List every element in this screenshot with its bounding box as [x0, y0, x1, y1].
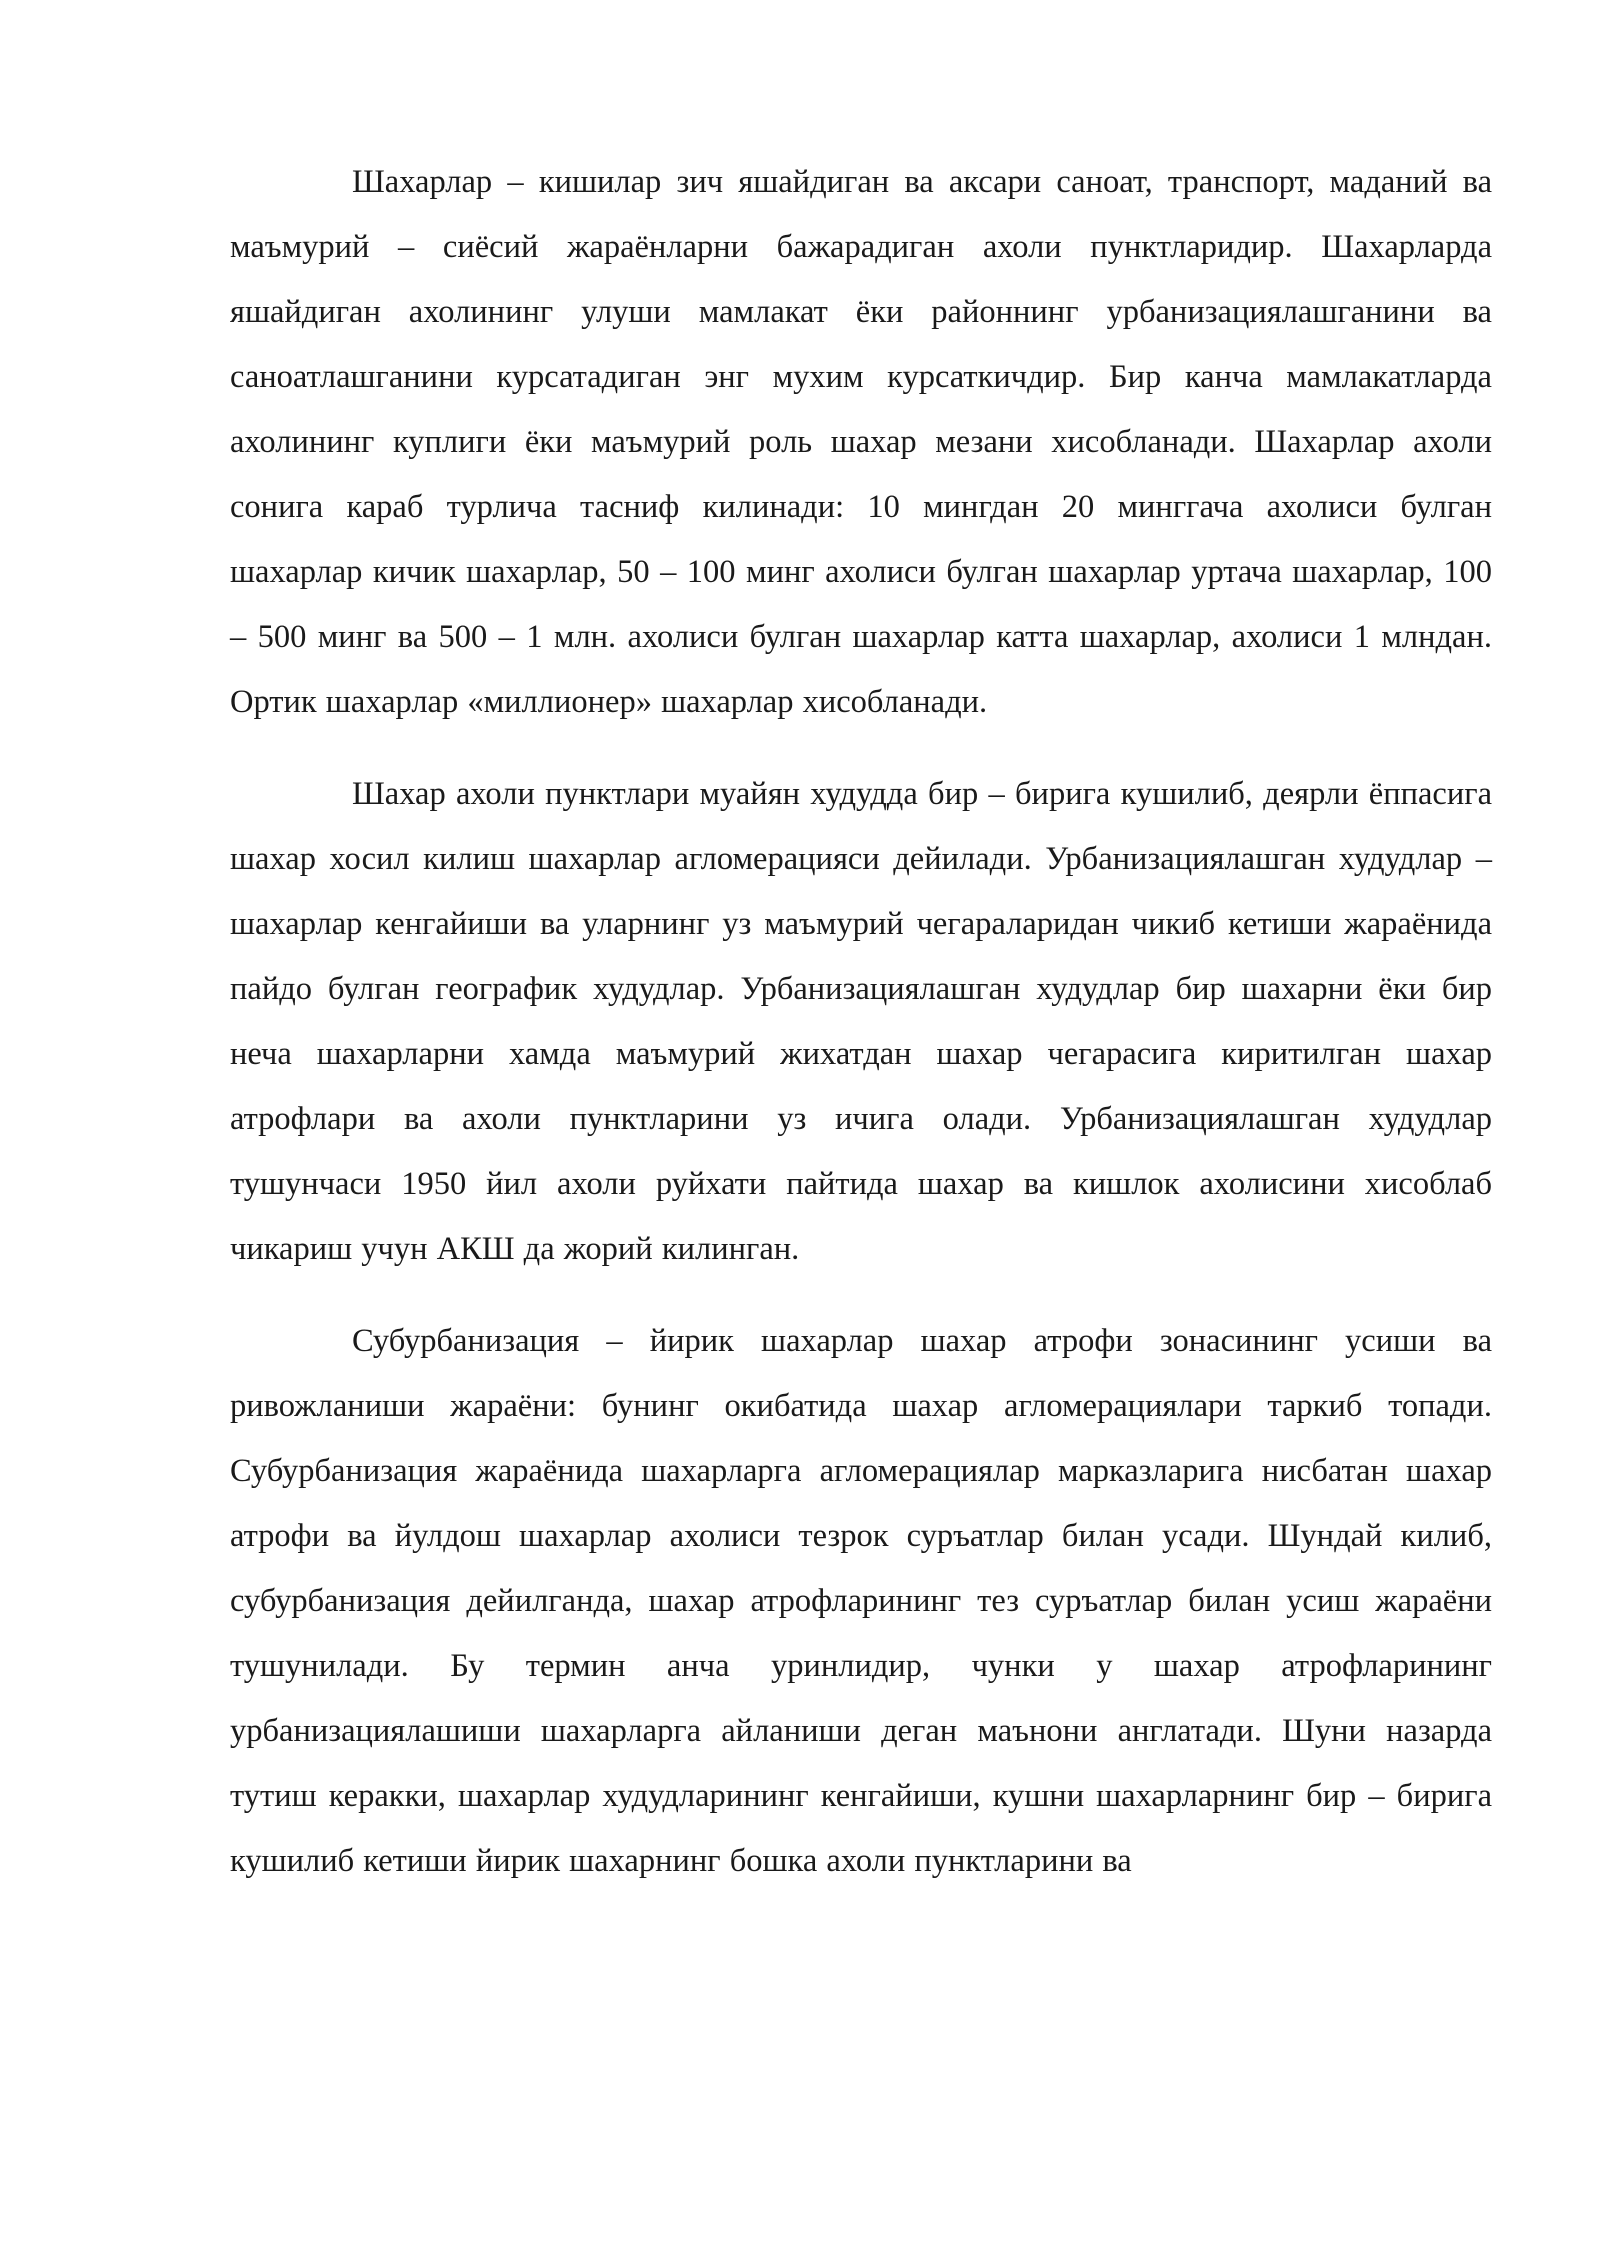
paragraph-urban-agglomeration: Шахар ахоли пунктлари муайян худудда бир – бирига кушилиб, деярли ёппасига шахар хосил килиш шахарлар агломерацияси дейилади. Урбанизациялашган худудлар – шахарлар кенгайиши ва уларнинг уз маъмурий чегараларидан чикиб кетиши жараёнида пайдо булган географик худудлар. Урбанизациялашган худудлар бир шахарни ёки бир неча шахарларни хамда маъмурий жихатдан шахар чегарасига киритилган шахар атрофлари ва ахоли пунктларини уз ичига олади. Урбанизациялашган худудлар тушунчаси 1950 йил ахоли руйхати пайтида шахар ва кишлок ахолисини хисоблаб чикариш учун АКШ да жорий килинган.: [230, 776, 1492, 1267]
paragraph-cities-definition: Шахарлар – кишилар зич яшайдиган ва аксари саноат, транспорт, маданий ва маъмурий – сиёсий жараёнларни бажарадиган ахоли пунктларидир. Шахарларда яшайдиган ахолининг улуши мамлакат ёки районнинг урбанизациялашганини ва саноатлашганини курсатадиган энг мухим курсаткичдир. Бир канча мамлакатларда ахолининг куплиги ёки маъмурий роль шахар мезани хисобланади. Шахарлар ахоли сонига караб турлича тасниф килинади: 10 мингдан 20 минггача ахолиси булган шахарлар кичик шахарлар, 50 – 100 минг ахолиси булган шахарлар уртача шахарлар, 100 – 500 минг ва 500 – 1 млн. ахолиси булган шахарлар катта шахарлар, ахолиси 1 млндан. Ортик шахарлар «миллионер» шахарлар хисобланади.: [230, 164, 1492, 720]
document-body: [230, 150, 1492, 1921]
paragraph-suburbanization: Субурбанизация – йирик шахарлар шахар атрофи зонасининг усиши ва ривожланиши жараёни: бунинг окибатида шахар агломерациялари таркиб топади. Субурбанизация жараёнида шахарларга агломерациялар марказларига нисбатан шахар атрофи ва йулдош шахарлар ахолиси тезрок суръатлар билан усади. Шундай килиб, субурбанизация дейилганда, шахар атрофларининг тез суръатлар билан усиш жараёни тушунилади. Бу термин анча уринлидир, чунки у шахар атрофларининг урбанизациялашиши шахарларга айланиши деган маънони англатади. Шуни назарда тутиш керакки, шахарлар худудларининг кенгайиши, кушни шахарларнинг бир – бирига кушилиб кетиши йирик шахарнинг бошка ахоли пунктларини ва: [230, 1323, 1492, 1879]
